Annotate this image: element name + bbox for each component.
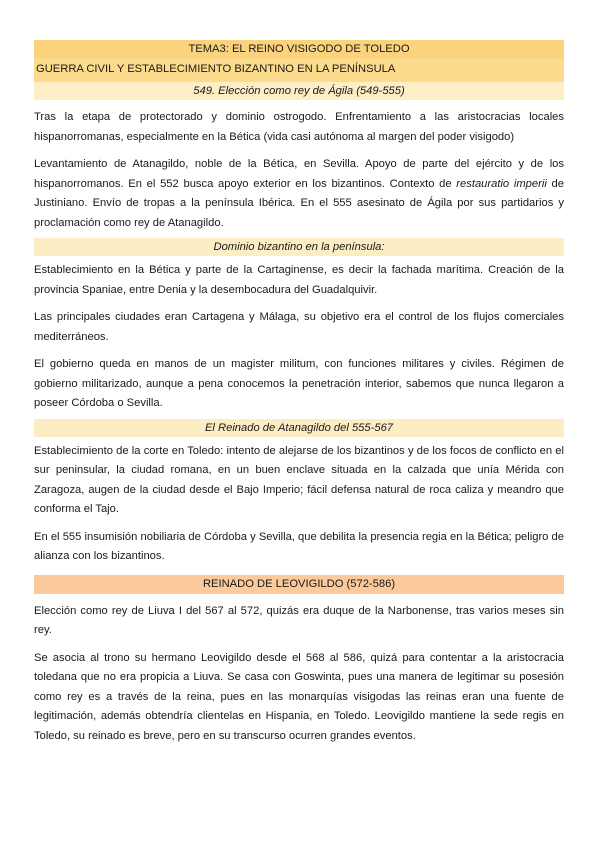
section-heading-leovigildo: REINADO DE LEOVIGILDO (572-586)	[34, 575, 564, 594]
section-heading-agila: 549. Elección como rey de Ágila (549-555)	[34, 82, 564, 100]
paragraph: El gobierno queda en manos de un magister militum, con funciones militares y civiles. Régimen de gobierno militarizado, aunque a pena conocemos la penetración interior, sabemos que nunca llegaron a poseer Córdoba o Sevilla.	[34, 358, 564, 409]
section-heading-atanagildo: El Reinado de Atanagildo del 555-567	[34, 419, 564, 437]
paragraph: Tras la etapa de protectorado y dominio ostrogodo. Enfrentamiento a las aristocracias locales hispanorromanas, especialmente en la Bética (vida casi autónoma al margen del poder visigodo)	[34, 111, 564, 143]
section-subtitle: GUERRA CIVIL Y ESTABLECIMIENTO BIZANTINO EN LA PENÍNSULA	[34, 58, 564, 82]
document-page	[34, 40, 564, 746]
paragraph: Levantamiento de Atanagildo, noble de la Bética, en Sevilla. Apoyo de parte del ejército y de los hispanorromanos. En el 552 busca apoyo exterior en los bizantinos. Contexto de restauratio imperii de Justiniano. Envío de tropas a la península Ibérica. En el 555 asesinato de Ágila por sus partidarios y proclamación como rey de Atanagildo.	[34, 158, 564, 229]
paragraph: Las principales ciudades eran Cartagena y Málaga, su objetivo era el control de los flujos comerciales mediterráneos.	[34, 311, 564, 343]
paragraph: Se asocia al trono su hermano Leovigildo desde el 568 al 586, quizá para contentar a la aristocracia toledana que no era propicia a Liuva. Se casa con Goswinta, pues una manera de legitimar su posesión como rey es a través de la reina, pues en las monarquías visigodas las reinas eran una fuente de legitimación, además obtendría clientelas en Hispania, en Toledo. Leovigildo mantiene la sede regis en Toledo, su reinado es breve, pero en su transcurso ocurren grandes eventos.	[34, 651, 564, 742]
document-title: TEMA3: EL REINO VISIGODO DE TOLEDO	[34, 40, 564, 58]
paragraph: Establecimiento en la Bética y parte de la Cartaginense, es decir la fachada marítima. Creación de la provincia Spaniae, entre Denia y la desembocadura del Guadalquivir.	[34, 264, 564, 296]
paragraph: En el 555 insumisión nobiliaria de Córdoba y Sevilla, que debilita la presencia regia en la Bética; peligro de alianza con los bizantinos.	[34, 530, 564, 562]
section-heading-bizantino: Dominio bizantino en la península:	[34, 238, 564, 256]
paragraph: Elección como rey de Liuva I del 567 al 572, quizás era duque de la Narbonense, tras varios meses sin rey.	[34, 604, 564, 636]
emphasis-text: restauratio imperii	[456, 177, 547, 190]
paragraph: Establecimiento de la corte en Toledo: intento de alejarse de los bizantinos y de los focos de conflicto en el sur peninsular, la ciudad romana, en un buen enclave situada en la calzada que unía Mérida con Zaragoza, augen de la ciudad desde el Bajo Imperio; fácil defensa natural de roca caliza y meandro que conforma el Tajo.	[34, 444, 564, 515]
